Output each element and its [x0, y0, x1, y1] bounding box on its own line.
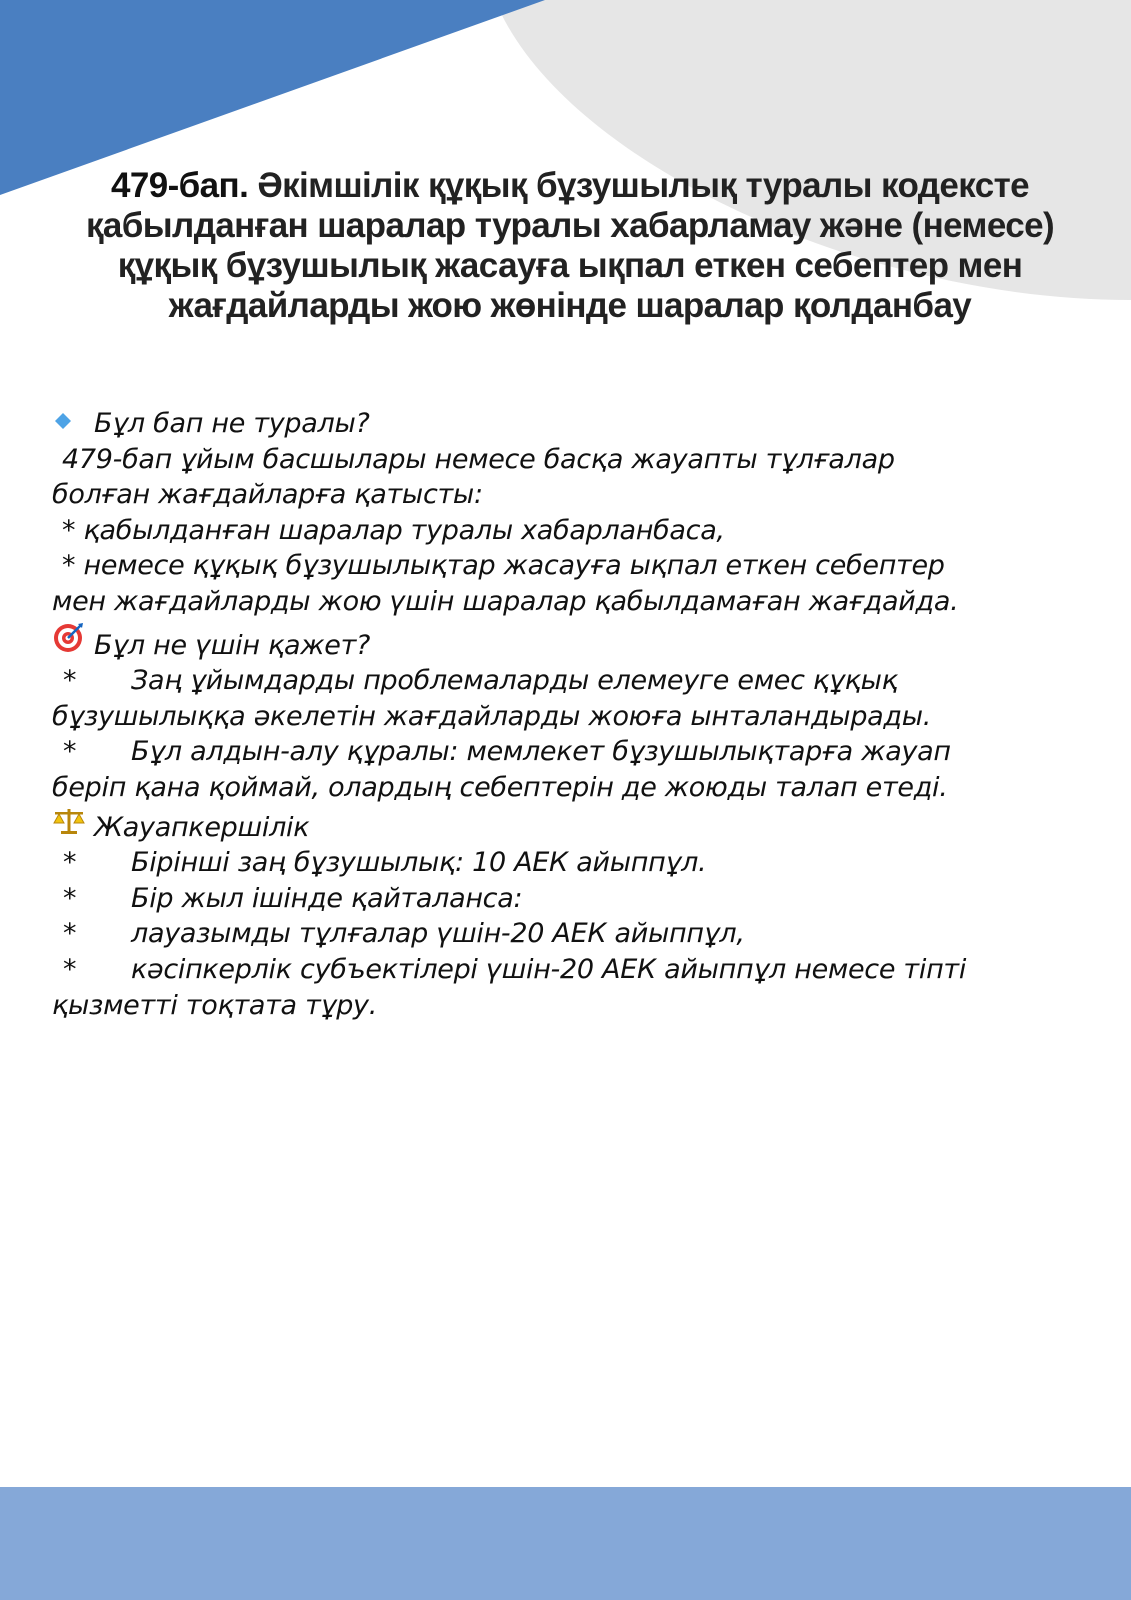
- about-heading-line: [52, 406, 1112, 442]
- blue-diamond-icon: [52, 406, 94, 442]
- responsibility-heading-line: [52, 806, 1112, 846]
- responsibility-item-2: * Бір жыл ішінде қайталанса:: [63, 882, 523, 914]
- bottom-blue-band: [0, 1487, 1131, 1600]
- why-heading: Бұл не үшін қажет?: [94, 629, 371, 661]
- about-intro-1: 479-бап ұйым басшылары немесе басқа жауапты тұлғалар: [62, 443, 895, 475]
- about-heading: Бұл бап не туралы?: [94, 408, 370, 439]
- about-item-1: * қабылданған шаралар туралы хабарланбаса,: [62, 514, 725, 546]
- article-title: Әкімшілік құқық бұзушылық туралы кодексте қабылданған шаралар туралы хабарламау және (немесе) құқық бұзушылық жасауға ықпал еткен себептер мен жағдайларды жою жөнінде шаралар қолданбау: [85, 166, 1055, 325]
- responsibility-heading: Жауапкершілік: [94, 811, 310, 843]
- why-heading-line: [52, 620, 1112, 664]
- about-item-2a: * немесе құқық бұзушылықтар жасауға ықпал еткен себептер: [62, 550, 945, 582]
- responsibility-item-4b: қызметті тоқтата тұру.: [52, 989, 377, 1021]
- target-icon: [52, 620, 94, 664]
- article-number: 479-бап.: [111, 166, 249, 205]
- responsibility-item-1: * Бірінші заң бұзушылық: 10 АЕК айыппұл.: [63, 847, 707, 879]
- why-item-2a: * Бұл алдын-алу құралы: мемлекет бұзушылықтарға жауап: [63, 736, 951, 768]
- scales-icon: [52, 806, 94, 846]
- article-body: [52, 406, 1112, 1023]
- responsibility-item-4a: * кәсіпкерлік субъектілері үшін-20 АЕК айыппұл немесе тіпті: [63, 953, 967, 985]
- about-item-2b: мен жағдайларды жою үшін шаралар қабылдамаған жағдайда.: [52, 585, 959, 617]
- about-intro-2: болған жағдайларға қатысты:: [52, 479, 483, 511]
- responsibility-item-3: * лауазымды тұлғалар үшін-20 АЕК айыппұл,: [63, 918, 745, 950]
- why-item-2b: беріп қана қоймай, олардың себептерін де жоюды талап етеді.: [52, 771, 948, 803]
- why-item-1a: * Заң ұйымдарды проблемаларды елемеуге емес құқық: [63, 665, 898, 697]
- why-item-1b: бұзушылыққа әкелетін жағдайларды жоюға ынталандырады.: [52, 700, 932, 732]
- page-title: [40, 166, 1100, 326]
